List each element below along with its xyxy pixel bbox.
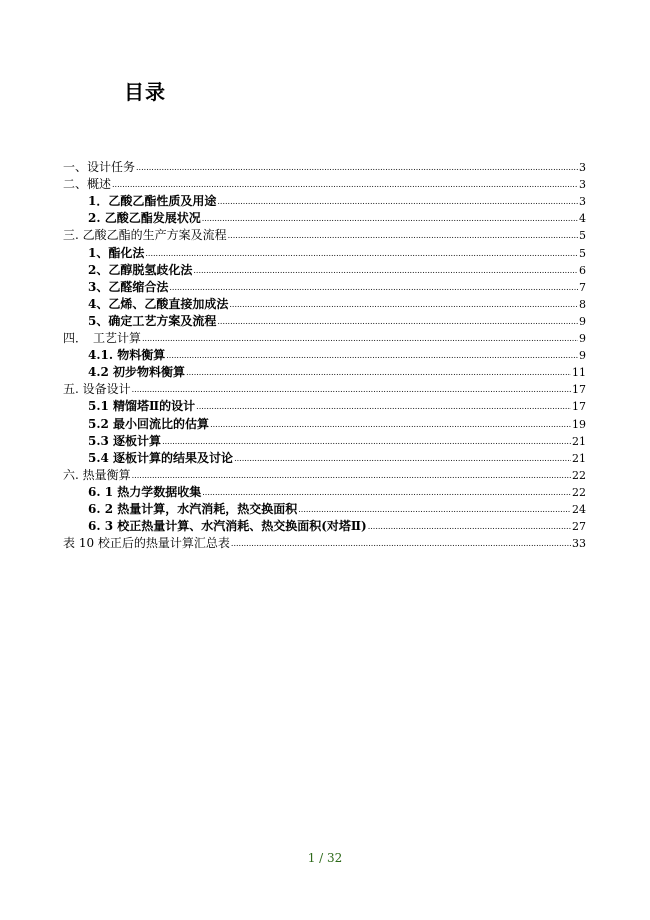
toc-entry-text: 1．乙酸乙酯性质及用途 bbox=[88, 194, 217, 209]
toc-page-number: 6 bbox=[579, 263, 586, 277]
toc-entry-text: 二、概述 bbox=[63, 177, 112, 192]
toc-dot-leader bbox=[136, 162, 578, 174]
toc-page-number: 3 bbox=[579, 161, 586, 175]
toc-dot-leader bbox=[231, 538, 571, 550]
toc-page-number: 9 bbox=[579, 314, 586, 328]
toc-entry[interactable] bbox=[63, 312, 586, 329]
toc-entry[interactable] bbox=[63, 449, 586, 466]
table-of-contents bbox=[63, 158, 586, 551]
toc-entry[interactable] bbox=[63, 158, 586, 175]
toc-entry[interactable] bbox=[63, 363, 586, 380]
toc-entry[interactable] bbox=[63, 175, 586, 192]
toc-entry[interactable] bbox=[63, 346, 586, 363]
toc-entry[interactable] bbox=[63, 432, 586, 449]
toc-page-number: 8 bbox=[579, 297, 586, 311]
toc-dot-leader bbox=[368, 521, 571, 533]
toc-entry[interactable] bbox=[63, 295, 586, 312]
toc-page-number: 27 bbox=[572, 520, 586, 534]
toc-entry-text: 六. 热量衡算 bbox=[63, 467, 131, 482]
toc-page-number: 3 bbox=[579, 195, 586, 209]
toc-dot-leader bbox=[217, 316, 578, 328]
toc-entry-text: 5.1 精馏塔Ⅱ的设计 bbox=[88, 399, 196, 414]
toc-page-number: 24 bbox=[572, 502, 586, 516]
toc-dot-leader bbox=[186, 367, 571, 379]
toc-entry[interactable] bbox=[63, 483, 586, 500]
toc-entry[interactable] bbox=[63, 243, 586, 260]
page-indicator: 1 / 32 bbox=[307, 851, 343, 865]
toc-entry-text: 一、设计任务 bbox=[63, 160, 136, 175]
page-title: 目录 bbox=[124, 80, 166, 104]
toc-entry[interactable] bbox=[63, 500, 586, 517]
toc-entry[interactable] bbox=[63, 466, 586, 483]
toc-dot-leader bbox=[210, 419, 571, 431]
toc-entry[interactable] bbox=[63, 278, 586, 295]
toc-page-number: 21 bbox=[572, 434, 586, 448]
toc-page-number: 9 bbox=[579, 349, 586, 363]
toc-entry[interactable] bbox=[63, 209, 586, 226]
toc-entry[interactable] bbox=[63, 517, 586, 534]
toc-dot-leader bbox=[169, 282, 578, 294]
toc-page-number: 4 bbox=[579, 212, 586, 226]
toc-dot-leader bbox=[298, 504, 571, 516]
toc-entry-text: 4.2 初步物料衡算 bbox=[88, 365, 186, 380]
toc-dot-leader bbox=[193, 265, 578, 277]
toc-dot-leader bbox=[132, 384, 571, 396]
toc-entry-text: 三. 乙酸乙酯的生产方案及流程 bbox=[63, 228, 227, 243]
toc-entry[interactable] bbox=[63, 261, 586, 278]
toc-entry[interactable] bbox=[63, 380, 586, 397]
toc-entry[interactable] bbox=[63, 329, 586, 346]
toc-entry-text: 5.4 逐板计算的结果及讨论 bbox=[88, 450, 234, 465]
toc-entry-text: 1、酯化法 bbox=[88, 245, 145, 260]
toc-entry[interactable] bbox=[63, 192, 586, 209]
toc-page-number: 21 bbox=[572, 451, 586, 465]
toc-entry[interactable] bbox=[63, 397, 586, 414]
toc-entry-text: 表 10 校正后的热量计算汇总表 bbox=[63, 536, 230, 551]
toc-entry-text: 6. 1 热力学数据收集 bbox=[88, 484, 202, 499]
toc-page-number: 3 bbox=[579, 178, 586, 192]
toc-entry-text: 4、乙烯、乙酸直接加成法 bbox=[88, 296, 229, 311]
toc-dot-leader bbox=[229, 299, 578, 311]
toc-entry-text: 4.1. 物料衡算 bbox=[88, 348, 166, 363]
toc-dot-leader bbox=[162, 436, 571, 448]
toc-entry[interactable] bbox=[63, 534, 586, 551]
toc-page-number: 9 bbox=[579, 332, 586, 346]
toc-dot-leader bbox=[145, 248, 578, 260]
toc-entry-text: 5.3 逐板计算 bbox=[88, 433, 162, 448]
toc-page-number: 33 bbox=[572, 537, 586, 551]
toc-entry-text: 6. 2 热量计算，水汽消耗，热交换面积 bbox=[88, 501, 298, 516]
toc-entry[interactable] bbox=[63, 226, 586, 243]
toc-entry-text: 5、确定工艺方案及流程 bbox=[88, 313, 217, 328]
toc-dot-leader bbox=[132, 470, 571, 482]
toc-entry-text: 2、乙醇脱氢歧化法 bbox=[88, 262, 193, 277]
toc-dot-leader bbox=[228, 230, 578, 242]
toc-dot-leader bbox=[217, 196, 578, 208]
toc-page-number: 7 bbox=[579, 280, 586, 294]
toc-page-number: 22 bbox=[572, 468, 586, 482]
toc-dot-leader bbox=[234, 453, 571, 465]
toc-page-number: 11 bbox=[572, 366, 586, 380]
toc-entry-text: 四． 工艺计算 bbox=[63, 331, 142, 346]
toc-dot-leader bbox=[202, 487, 571, 499]
toc-dot-leader bbox=[202, 213, 578, 225]
toc-page-number: 17 bbox=[572, 383, 586, 397]
toc-page-number: 19 bbox=[572, 417, 586, 431]
toc-dot-leader bbox=[196, 401, 571, 413]
toc-dot-leader bbox=[142, 333, 578, 345]
toc-entry-text: 3、乙醛缩合法 bbox=[88, 279, 169, 294]
toc-dot-leader bbox=[166, 350, 578, 362]
toc-page-number: 17 bbox=[572, 400, 586, 414]
toc-entry-text: 五. 设备设计 bbox=[63, 382, 131, 397]
toc-page-number: 5 bbox=[579, 246, 586, 260]
toc-entry[interactable] bbox=[63, 414, 586, 431]
toc-page-number: 22 bbox=[572, 485, 586, 499]
toc-dot-leader bbox=[112, 179, 578, 191]
toc-entry-text: 6. 3 校正热量计算、水汽消耗、热交换面积(对塔Ⅱ) bbox=[88, 519, 367, 534]
toc-entry-text: 5.2 最小回流比的估算 bbox=[88, 416, 210, 431]
toc-page-number: 5 bbox=[579, 229, 586, 243]
toc-entry-text: 2. 乙酸乙酯发展状况 bbox=[88, 211, 201, 226]
